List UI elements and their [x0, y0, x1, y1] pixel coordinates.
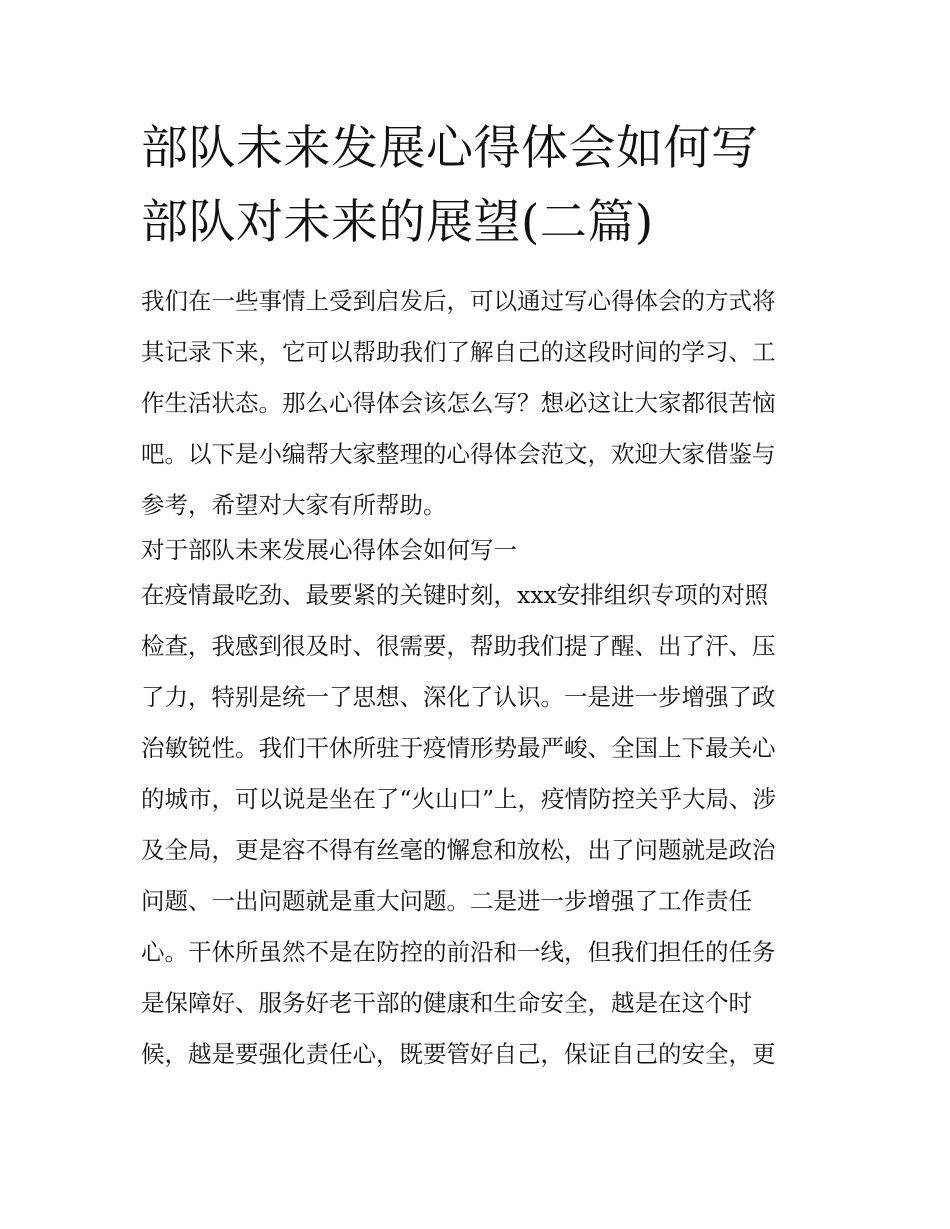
body-line: 及全局，更是容不得有丝毫的懈怠和放松，出了问题就是政治: [141, 836, 776, 864]
title-line-2: 部队对未来的展望(二篇): [141, 195, 654, 250]
body-line: 心。干休所虽然不是在防控的前沿和一线，但我们担任的任务: [141, 938, 776, 966]
body-line: 候，越是要强化责任心，既要管好自己，保证自己的安全，更: [141, 1040, 776, 1068]
intro-line: 我们在一些事情上受到启发后，可以通过写心得体会的方式将: [141, 287, 776, 315]
body-line: 在疫情最吃劲、最要紧的关键时刻，xxx安排组织专项的对照: [141, 581, 769, 609]
body-line: 治敏锐性。我们干休所驻于疫情形势最严峻、全国上下最关心: [141, 734, 776, 762]
body-line: 了力，特别是统一了思想、深化了认识。一是进一步增强了政: [141, 683, 776, 711]
intro-line: 吧。以下是小编帮大家整理的心得体会范文，欢迎大家借鉴与: [141, 440, 776, 468]
section-paragraph: [141, 576, 831, 1086]
intro-paragraph: [141, 282, 831, 531]
body-line: 是保障好、服务好老干部的健康和生命安全，越是在这个时: [141, 989, 752, 1017]
intro-line: 作生活状态。那么心得体会该怎么写？想必这让大家都很苦恼: [141, 389, 776, 417]
section-heading: 对于部队未来发展心得体会如何写一: [141, 536, 517, 564]
document-title: [141, 112, 841, 260]
body-line: 检查，我感到很及时、很需要，帮助我们提了醒、出了汗、压: [141, 632, 776, 660]
intro-line: 参考，希望对大家有所帮助。: [141, 491, 447, 519]
document-body: [141, 282, 831, 1086]
intro-line: 其记录下来，它可以帮助我们了解自己的这段时间的学习、工: [141, 338, 776, 366]
body-line: 问题、一出问题就是重大问题。二是进一步增强了工作责任: [141, 887, 752, 915]
title-line-1: 部队未来发展心得体会如何写: [141, 121, 759, 176]
body-line: 的城市，可以说是坐在了“火山口”上，疫情防控关乎大局、涉: [141, 785, 777, 813]
